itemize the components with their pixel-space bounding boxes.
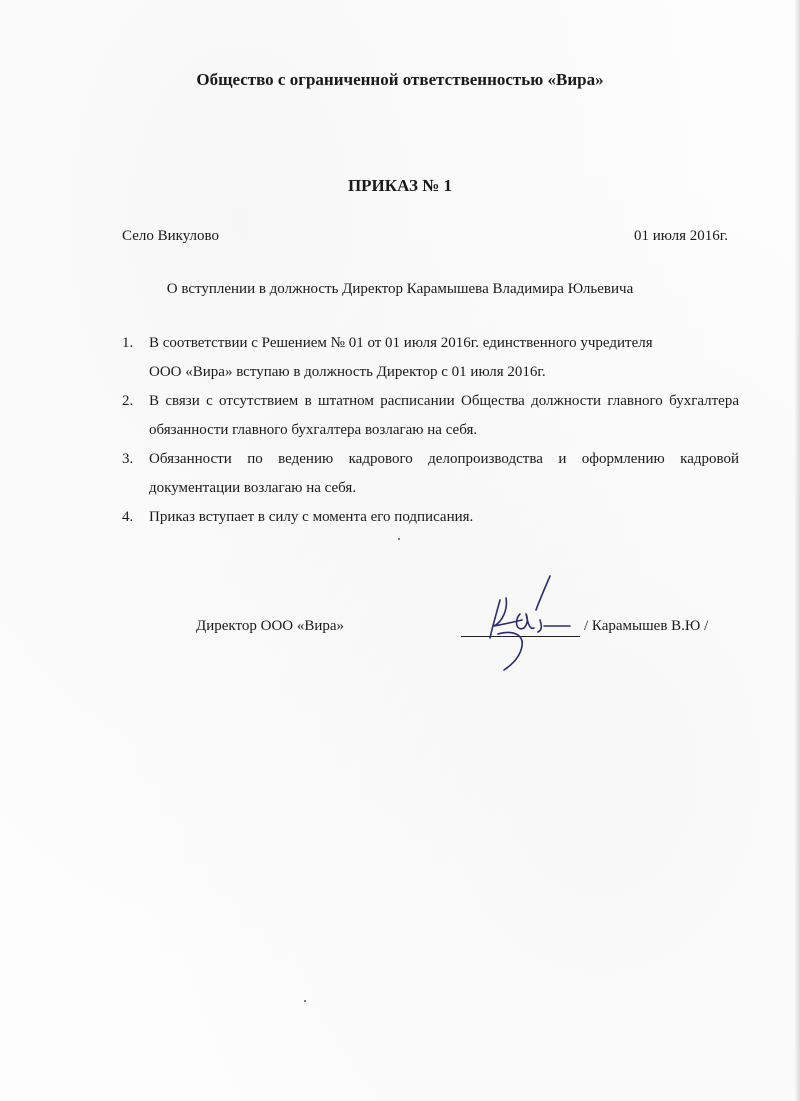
signatory-name: / Карамышев В.Ю / xyxy=(584,618,709,634)
item-number: 2. xyxy=(122,393,134,409)
order-subject: О вступлении в должность Директор Карамышева Владимира Юльевича xyxy=(166,281,634,297)
organization-name: Общество с ограниченной ответственностью «Вира» xyxy=(196,70,604,89)
scan-edge-shadow xyxy=(794,0,800,1101)
place-date-row xyxy=(122,228,728,245)
order-title: ПРИКАЗ № 1 xyxy=(347,176,453,195)
scan-speck xyxy=(398,538,400,540)
order-item xyxy=(122,503,739,532)
handwritten-signature xyxy=(478,570,588,680)
signatory-position: Директор ООО «Вира» xyxy=(196,618,345,634)
item-text xyxy=(149,329,739,387)
order-item xyxy=(122,445,739,503)
scan-speck xyxy=(304,1000,306,1002)
order-item xyxy=(122,387,739,445)
item-number: 4. xyxy=(122,509,134,525)
date: 01 июля 2016г. xyxy=(634,228,728,244)
item-text: Обязанности по ведению кадрового делопроизводства и оформлению кадровой документации возлагаю на себя. xyxy=(149,451,739,496)
item-text: Приказ вступает в силу с момента его подписания. xyxy=(149,509,474,525)
order-items-list xyxy=(122,329,739,532)
item-number: 3. xyxy=(122,451,134,467)
item-text-line-1: В соответствии с Решением № 01 от 01 июля 2016г. единственного учредителя xyxy=(149,335,653,351)
order-item xyxy=(122,329,739,387)
item-text-line-2: ООО «Вира» вступаю в должность Директор с 01 июля 2016г. xyxy=(149,364,546,380)
item-number: 1. xyxy=(122,335,134,351)
place: Село Викулово xyxy=(122,228,219,244)
item-text: В связи с отсутствием в штатном расписании Общества должности главного бухгалтера обязанности главного бухгалтера возлагаю на себя. xyxy=(149,393,739,438)
